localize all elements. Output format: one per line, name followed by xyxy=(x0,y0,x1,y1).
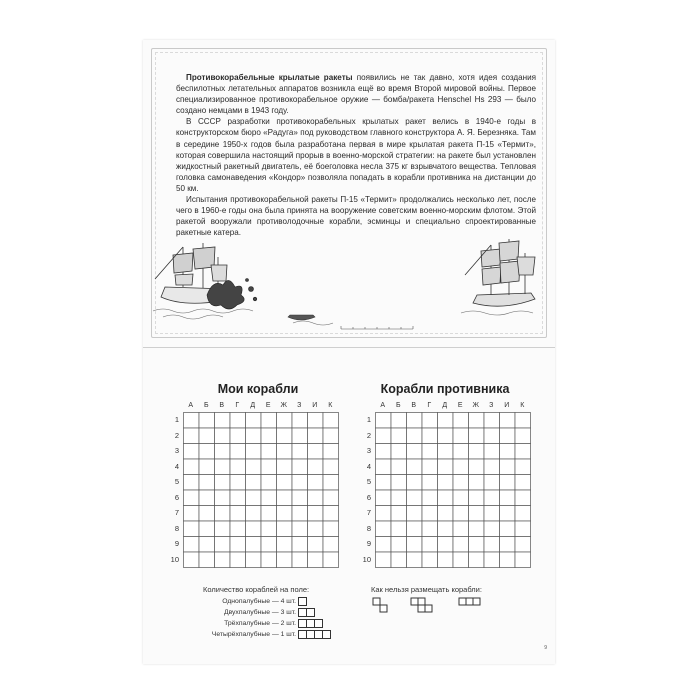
ships-illustration xyxy=(143,235,555,335)
scale-bar-image xyxy=(341,326,413,329)
grid-cell[interactable] xyxy=(308,537,324,553)
article-p1-text: появились не так давно, хотя идея создания беспилотных летательных аппаратов возникла ещё во время Второй мировой войны. Первое специализированное противокорабельное оружие — бомба/ракета Henschel Hs 293 — было создано немцами в 1943 году. xyxy=(176,73,537,116)
grid-cell[interactable] xyxy=(407,552,423,568)
grid-cell[interactable] xyxy=(469,490,485,506)
row-number: 8 xyxy=(174,523,179,533)
grid-cell[interactable] xyxy=(308,444,324,460)
grid-cell[interactable] xyxy=(323,490,339,506)
explosion-image xyxy=(207,279,257,310)
grid-cell[interactable] xyxy=(246,413,262,429)
row-number: 9 xyxy=(174,539,179,548)
grid-cell[interactable] xyxy=(230,521,246,537)
grid-cell[interactable] xyxy=(215,537,231,553)
row-number: 5 xyxy=(366,477,371,486)
article-paragraph-2: В СССР разработки противокорабельных крылатых ракет велись в 1940-е годы в конструкторском бюро «Радуга» под руководством главного конструктора А. Я. Березняка. Там в середине 1950-х годов была разработана первая в мире крылатая ракета П-15 «Термит», которая совершила настоящий прорыв в военно-морской стратегии: на ракете был установлен жидкостный ракетный двигатель, её боеголовка несла 375 кг взрывчатого вещества. Тепловая головка самонаведения «Кондор» позволяла попадать в корабли противника на дистанции до 50 км. xyxy=(176,117,536,193)
grid-cell[interactable] xyxy=(277,521,293,537)
grid-cell[interactable] xyxy=(438,459,454,475)
grid-cell[interactable] xyxy=(407,428,423,444)
grid-cell[interactable] xyxy=(215,428,231,444)
column-letter: Б xyxy=(395,402,401,409)
grid-cell[interactable] xyxy=(199,413,215,429)
grid-cell[interactable] xyxy=(391,459,407,475)
grid-cell[interactable] xyxy=(376,413,392,429)
grid-cell[interactable] xyxy=(184,506,200,522)
grid-cell[interactable] xyxy=(422,552,438,568)
grid-cell[interactable] xyxy=(438,444,454,460)
grid-cell[interactable] xyxy=(199,506,215,522)
grid-cell[interactable] xyxy=(246,444,262,460)
grid-cell[interactable] xyxy=(453,475,469,491)
article-lead: Противокорабельные крылатые ракеты xyxy=(186,73,353,82)
grid-cell[interactable] xyxy=(323,413,339,429)
grid-cell[interactable] xyxy=(453,506,469,522)
grid-cell[interactable] xyxy=(292,490,308,506)
grid-cell[interactable] xyxy=(230,459,246,475)
grid-cell[interactable] xyxy=(308,475,324,491)
column-letter: Ж xyxy=(280,402,287,409)
grid-cell[interactable] xyxy=(184,537,200,553)
grid-cell[interactable] xyxy=(323,506,339,522)
enemy-ships-title: Корабли противника xyxy=(380,382,510,396)
grid-cell[interactable] xyxy=(277,475,293,491)
grid-cell[interactable] xyxy=(215,521,231,537)
column-letter: И xyxy=(504,402,510,409)
row-number: 2 xyxy=(174,430,179,440)
grid-cell[interactable] xyxy=(261,490,277,506)
grid-cell[interactable] xyxy=(391,521,407,537)
grid-cell[interactable] xyxy=(376,521,392,537)
my-board-row-numbers xyxy=(163,412,179,567)
grid-cell[interactable] xyxy=(246,521,262,537)
row-number: 3 xyxy=(366,446,371,455)
article-panel xyxy=(143,40,555,345)
grid-cell[interactable] xyxy=(500,521,516,537)
grid-cell[interactable] xyxy=(500,428,516,444)
grid-cell[interactable] xyxy=(184,521,200,537)
grid-cell[interactable] xyxy=(469,537,485,553)
grid-cell[interactable] xyxy=(261,428,277,444)
enemy-ships-grid[interactable] xyxy=(375,412,531,568)
column-letter: Д xyxy=(442,402,448,409)
grid-cell[interactable] xyxy=(184,552,200,568)
grid-cell[interactable] xyxy=(407,475,423,491)
grid-cell[interactable] xyxy=(292,444,308,460)
ship-count-row xyxy=(186,608,315,617)
row-number: 3 xyxy=(174,446,179,455)
my-ships-title: Мои корабли xyxy=(217,382,299,396)
grid-cell[interactable] xyxy=(422,521,438,537)
row-number: 7 xyxy=(174,508,179,517)
row-number: 2 xyxy=(366,430,371,440)
my-ships-grid[interactable] xyxy=(183,412,339,568)
grid-cell[interactable] xyxy=(407,413,423,429)
column-letter: И xyxy=(312,402,318,409)
grid-cell[interactable] xyxy=(422,459,438,475)
grid-cell[interactable] xyxy=(500,444,516,460)
row-number: 9 xyxy=(366,539,371,548)
grid-cell[interactable] xyxy=(277,552,293,568)
grid-cell[interactable] xyxy=(308,428,324,444)
grid-cell[interactable] xyxy=(261,459,277,475)
grid-cell[interactable] xyxy=(277,413,293,429)
ship-count-title: Количество кораблей на поле: xyxy=(203,585,310,594)
grid-cell[interactable] xyxy=(422,475,438,491)
grid-cell[interactable] xyxy=(469,444,485,460)
grid-cell[interactable] xyxy=(453,413,469,429)
article-paragraph-3: Испытания противокорабельной ракеты П-15 «Термит» продолжались несколько лет, после чего в 1960-е годы она была принята на вооружение советским военно-морским флотом. Этой ракетой вооружали противолодочные корабли, эсминцы и специально спроектированные ракетные катера. xyxy=(176,195,536,238)
grid-cell[interactable] xyxy=(515,506,531,522)
grid-cell[interactable] xyxy=(453,537,469,553)
column-letter: Д xyxy=(250,402,256,409)
grid-cell[interactable] xyxy=(199,537,215,553)
ship-count-label: Трёхпалубные — 2 шт. xyxy=(224,620,296,627)
grid-cell[interactable] xyxy=(500,537,516,553)
book-page xyxy=(143,40,555,664)
ship-count-label: Четырёхпалубные — 1 шт. xyxy=(211,631,296,638)
column-letter: А xyxy=(188,402,194,409)
grid-cell[interactable] xyxy=(308,459,324,475)
grid-cell[interactable] xyxy=(484,537,500,553)
grid-cell[interactable] xyxy=(246,537,262,553)
grid-cell[interactable] xyxy=(422,490,438,506)
grid-cell[interactable] xyxy=(323,444,339,460)
grid-cell[interactable] xyxy=(391,428,407,444)
grid-cell[interactable] xyxy=(261,475,277,491)
grid-cell[interactable] xyxy=(323,459,339,475)
row-number: 1 xyxy=(174,415,179,424)
row-number: 7 xyxy=(366,508,371,517)
enemy-board-row-numbers xyxy=(355,412,371,567)
grid-cell[interactable] xyxy=(230,552,246,568)
grid-cell[interactable] xyxy=(484,490,500,506)
grid-cell[interactable] xyxy=(184,459,200,475)
column-letter: Е xyxy=(457,402,463,409)
grid-cell[interactable] xyxy=(469,428,485,444)
row-number: 4 xyxy=(174,461,179,471)
grid-cell[interactable] xyxy=(323,521,339,537)
column-letter: В xyxy=(411,402,417,409)
grid-cell[interactable] xyxy=(230,428,246,444)
grid-cell[interactable] xyxy=(215,506,231,522)
grid-cell[interactable] xyxy=(292,506,308,522)
grid-cell[interactable] xyxy=(422,428,438,444)
grid-cell[interactable] xyxy=(246,506,262,522)
column-letter: З xyxy=(297,402,302,409)
forbidden-placement-examples xyxy=(371,595,481,615)
grid-cell[interactable] xyxy=(391,506,407,522)
grid-cell[interactable] xyxy=(199,490,215,506)
grid-cell[interactable] xyxy=(515,490,531,506)
right-ship-image xyxy=(465,239,535,306)
grid-cell[interactable] xyxy=(484,506,500,522)
grid-cell[interactable] xyxy=(391,537,407,553)
grid-cell[interactable] xyxy=(308,506,324,522)
grid-cell[interactable] xyxy=(246,475,262,491)
column-letter: К xyxy=(328,402,333,409)
grid-cell[interactable] xyxy=(292,537,308,553)
grid-cell[interactable] xyxy=(515,444,531,460)
column-letter: Ж xyxy=(472,402,479,409)
grid-cell[interactable] xyxy=(261,521,277,537)
grid-cell[interactable] xyxy=(422,506,438,522)
waves-image xyxy=(153,309,533,325)
grid-cell[interactable] xyxy=(500,490,516,506)
grid-cell[interactable] xyxy=(484,413,500,429)
grid-cell[interactable] xyxy=(453,444,469,460)
column-letter: А xyxy=(380,402,386,409)
grid-cell[interactable] xyxy=(277,490,293,506)
article-text xyxy=(176,72,536,238)
grid-cell[interactable] xyxy=(323,537,339,553)
forbidden-placement-title: Как нельзя размещать корабли: xyxy=(371,585,482,594)
grid-cell[interactable] xyxy=(292,413,308,429)
grid-cell[interactable] xyxy=(469,506,485,522)
ship-count-row xyxy=(186,597,307,606)
grid-cell[interactable] xyxy=(246,490,262,506)
grid-cell[interactable] xyxy=(391,490,407,506)
grid-cell[interactable] xyxy=(453,552,469,568)
grid-cell[interactable] xyxy=(407,459,423,475)
grid-cell[interactable] xyxy=(515,552,531,568)
grid-cell[interactable] xyxy=(230,506,246,522)
grid-cell[interactable] xyxy=(277,459,293,475)
grid-cell[interactable] xyxy=(292,459,308,475)
grid-cell[interactable] xyxy=(376,459,392,475)
grid-cell[interactable] xyxy=(184,413,200,429)
grid-cell[interactable] xyxy=(500,413,516,429)
small-boat-image xyxy=(288,315,315,320)
grid-cell[interactable] xyxy=(469,475,485,491)
grid-cell[interactable] xyxy=(308,413,324,429)
column-letter: Б xyxy=(203,402,209,409)
ship-count-row xyxy=(186,630,331,639)
grid-cell[interactable] xyxy=(230,444,246,460)
grid-cell[interactable] xyxy=(277,506,293,522)
column-letter: Г xyxy=(427,402,432,409)
row-number: 10 xyxy=(170,554,179,564)
grid-cell[interactable] xyxy=(376,428,392,444)
grid-cell[interactable] xyxy=(438,537,454,553)
grid-cell[interactable] xyxy=(469,459,485,475)
grid-cell[interactable] xyxy=(407,537,423,553)
grid-cell[interactable] xyxy=(292,475,308,491)
grid-cell[interactable] xyxy=(376,506,392,522)
grid-cell[interactable] xyxy=(469,521,485,537)
enemy-board-column-letters xyxy=(375,402,530,412)
grid-cell[interactable] xyxy=(215,413,231,429)
grid-cell[interactable] xyxy=(515,428,531,444)
row-number: 1 xyxy=(366,415,371,424)
grid-cell[interactable] xyxy=(515,413,531,429)
grid-cell[interactable] xyxy=(292,552,308,568)
ship-count-label: Двухпалубные — 3 шт. xyxy=(223,609,296,616)
grid-cell[interactable] xyxy=(376,490,392,506)
grid-cell[interactable] xyxy=(484,459,500,475)
ship-deck-cell xyxy=(314,619,323,628)
grid-cell[interactable] xyxy=(261,552,277,568)
grid-cell[interactable] xyxy=(376,537,392,553)
grid-cell[interactable] xyxy=(215,444,231,460)
my-board-column-letters xyxy=(183,402,338,412)
grid-cell[interactable] xyxy=(407,444,423,460)
grid-cell[interactable] xyxy=(246,552,262,568)
grid-cell[interactable] xyxy=(376,444,392,460)
row-number: 6 xyxy=(174,492,179,502)
row-number: 6 xyxy=(366,492,371,502)
grid-cell[interactable] xyxy=(500,552,516,568)
grid-cell[interactable] xyxy=(484,475,500,491)
grid-cell[interactable] xyxy=(484,444,500,460)
grid-cell[interactable] xyxy=(277,444,293,460)
grid-cell[interactable] xyxy=(453,490,469,506)
grid-cell[interactable] xyxy=(438,413,454,429)
grid-cell[interactable] xyxy=(184,444,200,460)
grid-cell[interactable] xyxy=(184,490,200,506)
grid-cell[interactable] xyxy=(277,537,293,553)
grid-cell[interactable] xyxy=(292,428,308,444)
grid-cell[interactable] xyxy=(246,428,262,444)
grid-cell[interactable] xyxy=(215,459,231,475)
grid-cell[interactable] xyxy=(323,428,339,444)
page-fold xyxy=(143,347,555,348)
grid-cell[interactable] xyxy=(391,444,407,460)
ship-deck-cell xyxy=(298,597,307,606)
grid-cell[interactable] xyxy=(407,506,423,522)
grid-cell[interactable] xyxy=(438,552,454,568)
grid-cell[interactable] xyxy=(438,475,454,491)
grid-cell[interactable] xyxy=(407,490,423,506)
grid-cell[interactable] xyxy=(308,490,324,506)
grid-cell[interactable] xyxy=(230,413,246,429)
grid-cell[interactable] xyxy=(230,490,246,506)
grid-cell[interactable] xyxy=(453,521,469,537)
grid-cell[interactable] xyxy=(323,552,339,568)
ship-deck-cell xyxy=(322,630,331,639)
grid-cell[interactable] xyxy=(246,459,262,475)
grid-cell[interactable] xyxy=(515,459,531,475)
grid-cell[interactable] xyxy=(438,490,454,506)
grid-cell[interactable] xyxy=(484,428,500,444)
grid-cell[interactable] xyxy=(500,459,516,475)
grid-cell[interactable] xyxy=(515,521,531,537)
grid-cell[interactable] xyxy=(199,428,215,444)
page-number: 9 xyxy=(544,645,547,651)
grid-cell[interactable] xyxy=(422,537,438,553)
column-letter: Е xyxy=(265,402,271,409)
row-number: 4 xyxy=(366,461,371,471)
grid-cell[interactable] xyxy=(215,490,231,506)
grid-cell[interactable] xyxy=(453,428,469,444)
column-letter: Г xyxy=(235,402,240,409)
grid-cell[interactable] xyxy=(308,521,324,537)
grid-cell[interactable] xyxy=(515,475,531,491)
column-letter: К xyxy=(520,402,525,409)
row-number: 5 xyxy=(174,477,179,486)
grid-cell[interactable] xyxy=(199,459,215,475)
grid-cell[interactable] xyxy=(422,444,438,460)
grid-cell[interactable] xyxy=(484,552,500,568)
grid-cell[interactable] xyxy=(484,521,500,537)
grid-cell[interactable] xyxy=(215,475,231,491)
grid-cell[interactable] xyxy=(184,428,200,444)
grid-cell[interactable] xyxy=(391,413,407,429)
ship-count-label: Однопалубные — 4 шт. xyxy=(222,598,296,605)
grid-cell[interactable] xyxy=(438,521,454,537)
grid-cell[interactable] xyxy=(261,506,277,522)
grid-cell[interactable] xyxy=(199,521,215,537)
grid-cell[interactable] xyxy=(469,552,485,568)
article-paragraph-1 xyxy=(176,72,536,116)
grid-cell[interactable] xyxy=(215,552,231,568)
grid-cell[interactable] xyxy=(438,428,454,444)
grid-cell[interactable] xyxy=(422,413,438,429)
grid-cell[interactable] xyxy=(199,475,215,491)
column-letter: В xyxy=(219,402,225,409)
grid-cell[interactable] xyxy=(469,413,485,429)
grid-cell[interactable] xyxy=(292,521,308,537)
ship-deck-cell xyxy=(306,608,315,617)
grid-cell[interactable] xyxy=(199,552,215,568)
grid-cell[interactable] xyxy=(261,413,277,429)
grid-cell[interactable] xyxy=(500,506,516,522)
grid-cell[interactable] xyxy=(277,428,293,444)
grid-cell[interactable] xyxy=(376,552,392,568)
grid-cell[interactable] xyxy=(184,475,200,491)
grid-cell[interactable] xyxy=(230,537,246,553)
grid-cell[interactable] xyxy=(261,444,277,460)
grid-cell[interactable] xyxy=(515,537,531,553)
grid-cell[interactable] xyxy=(391,475,407,491)
grid-cell[interactable] xyxy=(391,552,407,568)
ship-count-row xyxy=(186,619,323,628)
grid-cell[interactable] xyxy=(376,475,392,491)
row-number: 8 xyxy=(366,523,371,533)
grid-cell[interactable] xyxy=(500,475,516,491)
grid-cell[interactable] xyxy=(323,475,339,491)
grid-cell[interactable] xyxy=(199,444,215,460)
column-letter: З xyxy=(489,402,494,409)
row-number: 10 xyxy=(362,554,371,564)
grid-cell[interactable] xyxy=(261,537,277,553)
grid-cell[interactable] xyxy=(308,552,324,568)
grid-cell[interactable] xyxy=(453,459,469,475)
grid-cell[interactable] xyxy=(407,521,423,537)
grid-cell[interactable] xyxy=(438,506,454,522)
grid-cell[interactable] xyxy=(230,475,246,491)
